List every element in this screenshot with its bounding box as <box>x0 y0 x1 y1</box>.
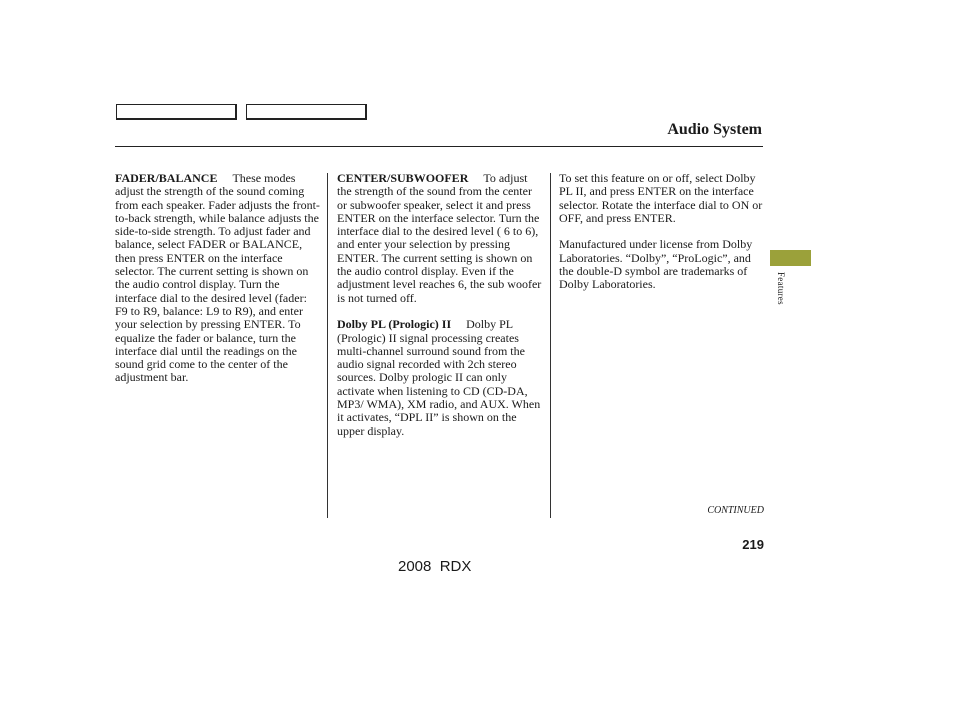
nav-button-2[interactable] <box>246 104 367 120</box>
column-2 <box>337 172 543 438</box>
text-dolby-setting: To set this feature on or off, select Dolby PL II, and press ENTER on the interface selector. Rotate the interface dial to ON or OFF, and press ENTER. <box>559 171 763 225</box>
text-center-subwoofer: To adjust the strength of the sound from the center or subwoofer speaker, select it and press ENTER on the interface selector. Turn the interface dial to the desired level ( 6 to 6), and enter your selection by pressing ENTER. The current setting is shown on the audio control display. Even if the adjustment level reaches 6, the sub woofer is not turned off. <box>337 171 542 305</box>
column-3 <box>559 172 765 292</box>
column-divider-2 <box>550 173 551 518</box>
section-tab[interactable] <box>770 250 811 266</box>
text-fader-balance: These modes adjust the strength of the sound coming from each speaker. Fader adjusts the front-to-back strength, while balance adjusts the side-to-side strength. To adjust fader and balance, select FADER or BALANCE, then press ENTER on the interface selector. The current setting is shown on the audio control display. Turn the interface dial to the desired level (fader: F9 to R9, balance: L9 to R9), and enter your selection by pressing ENTER. To equalize the fader or balance, turn the interface dial until the readings on the sound grid come to the center of the adjustment bar. <box>115 171 320 385</box>
column-1 <box>115 172 321 385</box>
continued-label: CONTINUED <box>707 505 764 516</box>
header-rule <box>115 146 763 147</box>
column-divider-1 <box>327 173 328 518</box>
paragraph-center-subwoofer <box>337 172 543 305</box>
lead-fader-balance: FADER/BALANCE <box>115 171 218 185</box>
lead-center-subwoofer: CENTER/SUBWOOFER <box>337 171 469 185</box>
section-tab-label: Features <box>776 272 786 305</box>
paragraph-license <box>559 238 765 291</box>
text-dolby-pl: Dolby PL (Prologic) II signal processing creates multi-channel surround sound from the audio signal recorded with 2ch stereo sources. Dolby prologic II can only activate when listening to CD (CD-DA, MP3/ WMA), XM radio, and AUX. When it activates, “DPL II” is shown on the upper display. <box>337 317 541 438</box>
text-license: Manufactured under license from Dolby Laboratories. “Dolby”, “ProLogic”, and the double-D symbol are trademarks of Dolby Laboratories. <box>559 237 753 292</box>
nav-button-1[interactable] <box>116 104 237 120</box>
page-number: 219 <box>742 537 764 552</box>
model-footer: 2008 RDX <box>398 558 472 575</box>
paragraph-dolby-setting <box>559 172 765 225</box>
paragraph-dolby-pl <box>337 318 543 438</box>
lead-dolby-pl: Dolby PL (Prologic) II <box>337 317 452 332</box>
section-title: Audio System <box>667 121 762 138</box>
paragraph-fader-balance <box>115 172 321 385</box>
